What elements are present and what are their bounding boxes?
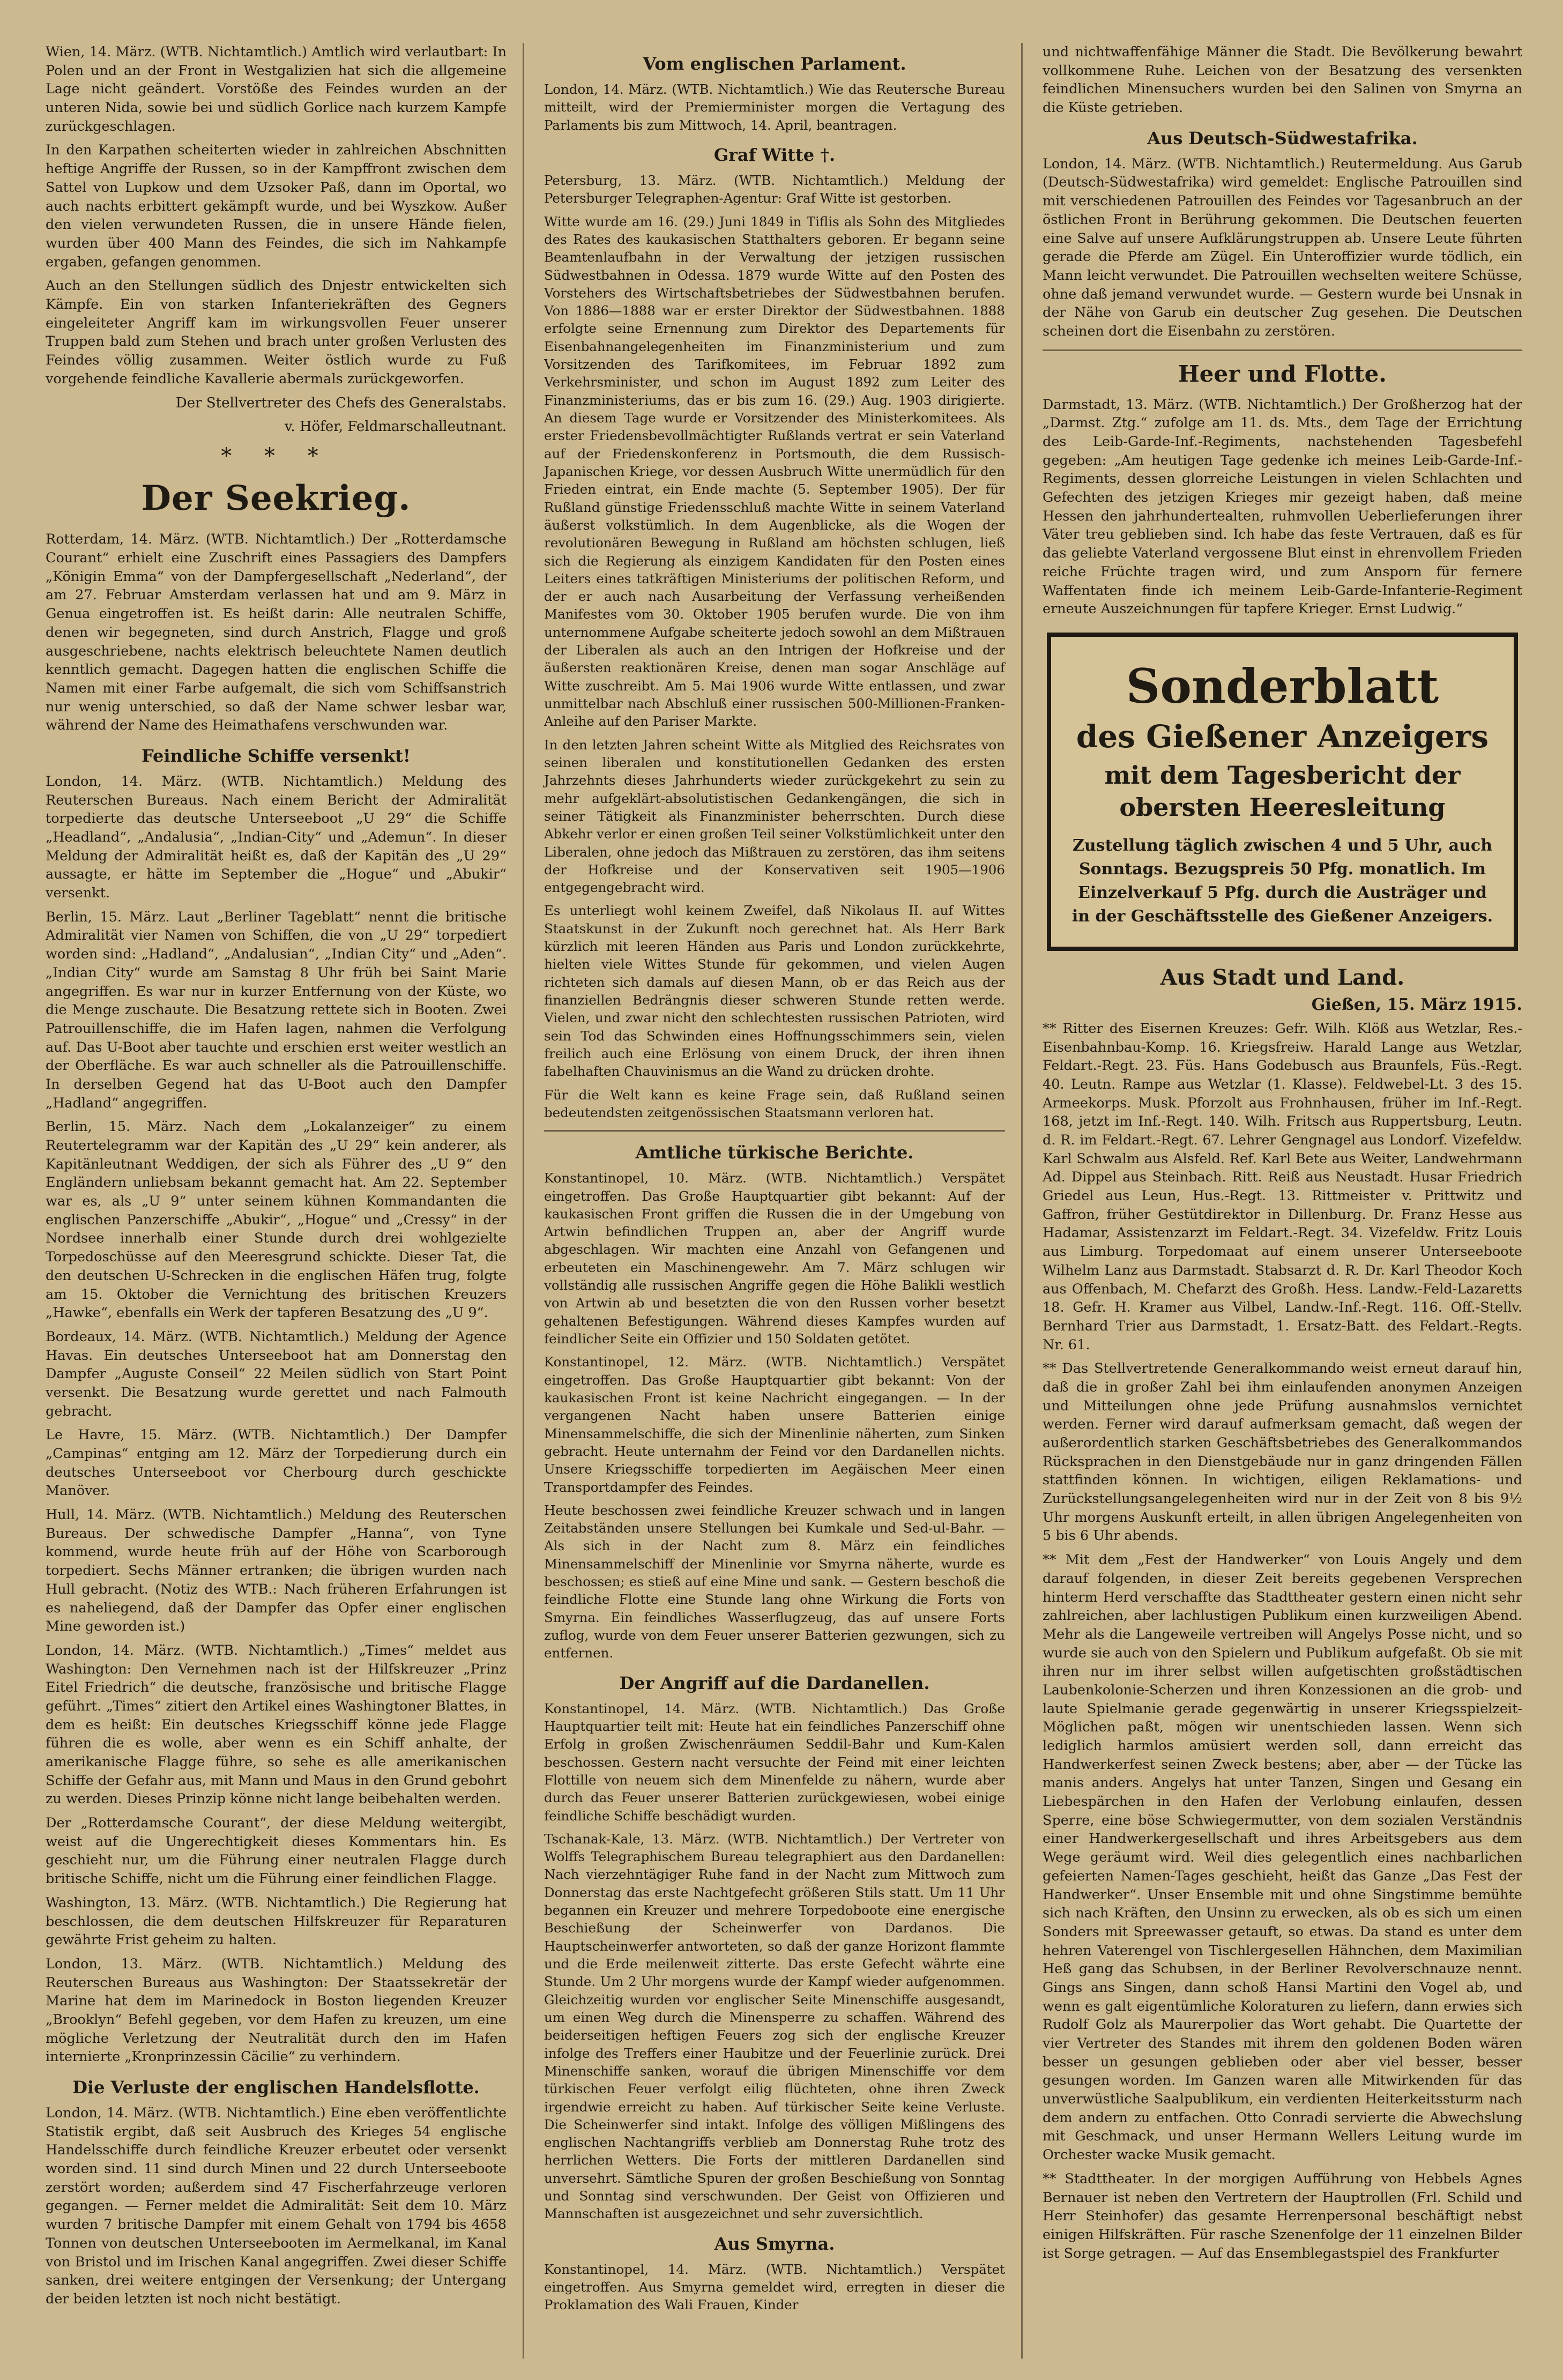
signature-line: v. Höfer, Feldmarschalleutnant. xyxy=(284,419,507,435)
article-paragraph: Tschanak-Kale, 13. März. (WTB. Nichtamtlich.) Der Vertreter von Wolffs Telegraphischem Bureau telegraphiert aus den Dardanellen: Nach vierzehntägiger Ruhe fand in der Nacht zum Mittwoch zum Donnerstag das erste Nachtgefecht größeren Stils statt. Um 11 Uhr begannen ein Kreuzer und mehrere Torpedoboote eine energische Beschießung der Scheinwerfer von Dardanos. Die Hauptscheinwerfer antworteten, so daß der ganze Horizont flammte und die Erde meilenweit zitterte. Das erste Gefecht währte eine Stunde. Um 2 Uhr morgens wurde der Kampf wieder aufgenommen. Gleichzeitig wurden vor englischer Seite Minenschiffe ausgesandt, um einen Weg durch die Minensperre zu schaffen. Während des beiderseitigen heftigen Feuers zog sich der englische Kreuzer infolge des Treffers einer Haubitze und der Feuerlinie zurück. Drei Minenschiffe sanken, worauf die übrigen Minenschiffe vor dem türkischen Feuer verfolgt eilig flüchteten, ohne ihren Zweck irgendwie erreicht zu haben. Auf türkischer Seite keine Verluste. Die Scheinwerfer sind intakt. Infolge des völligen Mißlingens des englischen Nachtangriffs verblieb am Donnerstag Ruhe trotz des herrlichen Wetters. Die Forts der mittleren Dardanellen sind unversehrt. Sämtliche Spuren der großen Beschießung von Sonntag und Sonntag sind verschwunden. Der Geist von Offizieren und Mannschaften ist ausgezeichnet und sehr zuversichtlich. xyxy=(544,1831,1005,2222)
article-paragraph: London, 14. März. (WTB. Nichtamtlich.) Meldung des Reuterschen Bureaus. Nach einem Bericht der Admiralität torpedierte das deutsche Unterseeboot „U 29“ die Schiffe „Headland“, „Andalusia“, „Indian-City“ und „Ademun“. In dieser Meldung der Admiralität heißt es, daß der Kapitän des „U 29“ aussagte, er hätte im September die „Hogue“ und „Abukir“ versenkt. xyxy=(46,773,507,902)
article-paragraph: London, 13. März. (WTB. Nichtamtlich.) Meldung des Reuterschen Bureaus aus Washington: Der Staatssekretär der Marine hat dem im Marinedock in Boston liegenden Kreuzer „Brooklyn“ Befehl gegeben, vor dem Hafen zu kreuzen, um eine mögliche Verletzung der Neutralität durch den im Hafen internierte „Kronprinzessin Cäcilie“ zu verhindern. xyxy=(46,1955,507,2065)
article-paragraph: Konstantinopel, 14. März. (WTB. Nichtamtlich.) Verspätet eingetroffen. Aus Smyrna gemeldet wird, erregten in dieser die Proklamation des Wali Frauen, Kinder xyxy=(544,2261,1005,2313)
article-heading: Aus Smyrna. xyxy=(714,2233,835,2254)
article-heading: Vom englischen Parlament. xyxy=(643,54,906,74)
article-paragraph: Wien, 14. März. (WTB. Nichtamtlich.) Amtlich wird verlautbart: In Polen und an der Front in Westgalizien hat sich die allgemeine Lage nicht geändert. Vorstöße des Feindes wurden an der unteren Nida, sowie bei und südlich Gorlice nach kurzem Kampfe zurückgeschlagen. xyxy=(46,44,507,135)
article-paragraph: ** Ritter des Eisernen Kreuzes: Gefr. Wilh. Klöß aus Wetzlar, Res.-Eisenbahnbau-Komp. 16. Kriegsfreiw. Harald Lange aus Wetzlar, Feldart.-Regt. 23. Füs. Hans Godebusch aus Braunfels, Füs.-Regt. 40. Leutn. Rampe aus Wetzlar (1. Klasse). Feldwebel-Lt. 3 des 15. Armeekorps. Musk. Pforzolt aus Frohnhausen, früher im Inf.-Regt. 168, jetzt im Inf.-Regt. 140. Wilh. Fritsch aus Ruppertsburg, Leutn. d. R. im Feldart.-Regt. 67. Lehrer Gengnagel aus Londorf. Vizefeldw. Karl Schwalm aus Alsfeld. Ref. Karl Bete aus Weiter, Landwehrmann Ad. Dippel aus Steinbach. Ritt. Reiß aus Neustadt. Husar Friedrich Griedel aus Leun, Hus.-Regt. 13. Rittmeister v. Prittwitz und Gaffron, früher Gestütdirektor in Dillenburg. Dr. Franz Hesse aus Hadamar, Assistenzarzt im Feldart.-Regt. 34. Vizefeldw. Fritz Louis aus Limburg. Torpedomaat auf einem unserer Unterseeboote Wilhelm Lanz aus Darmstadt. Stabsarzt d. R. Dr. Karl Theodor Koch aus Offenbach, M. Chefarzt des Großh. Hess. Landw.-Feld-Lazaretts 18. Gefr. H. Kramer aus Vilbel, Landw.-Inf.-Regt. 116. Off.-Stellv. Bernhard Trier aus Darmstadt, 1. Ersatz-Batt. des Feldart.-Regts. Nr. 61. xyxy=(1043,1020,1522,1353)
article-paragraph: Hull, 14. März. (WTB. Nichtamtlich.) Meldung des Reuterschen Bureaus. Der schwedische Dampfer „Hanna“, von Tyne kommend, wurde heute früh auf der Höhe von Scarborough torpediert. Sechs Männer ertranken; die übrigen wurden nach Hull gebracht. (Notiz des WTB.: Nach früheren Erfahrungen ist es naheliegend, daß der Dampfer das Opfer einer englischen Mine geworden ist.) xyxy=(46,1507,507,1635)
separator-rule xyxy=(544,1130,1005,1132)
column-3 xyxy=(1043,43,1522,2268)
section-stars: * * * xyxy=(221,444,331,469)
article-paragraph: und nichtwaffenfähige Männer die Stadt. Die Bevölkerung bewahrt vollkommene Ruhe. Leichen von der Besatzung des versenkten feindlichen Minensuchers wurden bei den Salinen von Smyrna an die Küste getrieben. xyxy=(1043,44,1522,116)
column-1 xyxy=(46,43,507,2314)
article-paragraph: London, 14. März. (WTB. Nichtamtlich.) Eine eben veröffentlichte Statistik ergibt, daß seit Ausbruch des Krieges 54 englische Handelsschiffe durch feindliche Kreuzer erbeutet oder versenkt worden sind. 11 sind durch Minen und 22 durch Unterseeboote zerstört worden; außerdem sind 47 Fischerfahrzeuge verloren gegangen. — Ferner meldet die Admiralität: Seit dem 10. März wurden 7 britische Dampfer mit einem Gehalt von 1794 bis 4658 Tonnen von deutschen Unterseebooten im Aermelkanal, im Kanal von Bristol und im Irischen Kanal angegriffen. Zwei dieser Schiffe sanken, drei weitere entgingen der Versenkung; der Untergang der beiden letzten ist noch nicht bestätigt. xyxy=(46,2105,507,2307)
article-heading: Aus Deutsch-Südwestafrika. xyxy=(1147,128,1418,148)
article-heading: Amtliche türkische Berichte. xyxy=(635,1142,914,1163)
separator-rule xyxy=(1043,349,1522,351)
article-paragraph: In den letzten Jahren scheint Witte als Mitglied des Reichsrates von seinen liberalen und konstitutionellen Gedanken des ersten Jahrzehnts dieses Jahrhunderts wieder zurückgekehrt zu sein zu mehr aufgeklärt-absolutistischen Gedankengängen, die sich in seiner Tätigkeit als Finanzminister beherrschten. Durch diese Abkehr verlor er einen großen Teil seiner Volkstümlichkeit unter den Liberalen, ohne jedoch das Mißtrauen zu zerstören, das ihm seitens der Hofkreise und der Konservativen seit 1905—1906 entgegengebracht wird. xyxy=(544,737,1005,896)
article-paragraph: Rotterdam, 14. März. (WTB. Nichtamtlich.) Der „Rotterdamsche Courant“ erhielt eine Zuschrift eines Passagiers des Dampfers „Königin Emma“ von der Dampfergesellschaft „Nederland“, der am 27. Februar Amsterdam verlassen hat und am 9. März in Genua eingetroffen ist. Es heißt darin: Alle neutralen Schiffe, denen wir begegneten, sind durch Anstrich, Flagge und groß ausgeschriebene, nachts elektrisch beleuchtete Namen deutlich kenntlich gemacht. Dagegen hatten die englischen Schiffe die Namen mit einer Farbe aufgemalt, die sich vom Schiffsanstrich nur wenig unterschied, so daß der Name schwer lesbar war, während der Name des Heimathafens verschwunden war. xyxy=(46,531,507,734)
article-heading: Graf Witte †. xyxy=(713,144,836,165)
article-heading: Die Verluste der englischen Handelsflotte. xyxy=(72,2077,480,2098)
article-paragraph: Auch an den Stellungen südlich des Dnjestr entwickelten sich Kämpfe. Ein von starken Infanteriekräften des Gegners eingeleiteter Angriff kam im wirkungsvollen Feuer unserer Truppen bald zum Stehen und brach unter großen Verlusten des Feindes völlig zusammen. Weiter östlich wurde zu Fuß vorgehende feindliche Kavallerie abermals zurückgeworfen. xyxy=(46,278,507,387)
signature-line: Der Stellvertreter des Chefs des Generalstabs. xyxy=(175,395,507,412)
ad-details: Zustellung täglich zwischen 4 und 5 Uhr, auch Sonntags. Bezugspreis 50 Pfg. monatlich. Im Einzelverkauf 5 Pfg. durch die Austräger und in der Geschäftsstelle des Gießener Anzeigers. xyxy=(1071,836,1493,926)
article-paragraph: Es unterliegt wohl keinem Zweifel, daß Nikolaus II. auf Wittes Staatskunst in der Zukunft noch gerechnet hat. Als Herr Bark kürzlich mit leeren Händen aus Paris und London zurückkehrte, hielten viele Wittes Stunde für gekommen, und vielen Augen richteten sich damals auf diesen Mann, ob er das Reich aus der finanziellen Bedrängnis dieser schweren Stunde retten werde. Vielen, und zwar nicht den schlechtesten russischen Patrioten, wird sein Tod das Schwinden eines Hoffnungsschimmers sein, vielen freilich auch eine Erlösung von einem Druck, der ihren ihnen fabelhaften Chauvinismus an die Wand zu drücken drohte. xyxy=(544,903,1005,1080)
article-heading: Feindliche Schiffe versenkt! xyxy=(142,745,411,766)
article-paragraph: London, 14. März. (WTB. Nichtamtlich.) „Times“ meldet aus Washington: Den Vernehmen nach ist der Hilfskreuzer „Prinz Eitel Friedrich“ die deutsche, französische und britische Flagge geführt. „Times“ zitiert den Artikel eines Washingtoner Blattes, in dem es heißt: Ein deutsches Kriegsschiff könne jede Flagge führen die es wolle, aber wenn es ein Schiff anhalte, der amerikanische Flagge führe, so sehe es alle amerikanischen Schiffe der Gefahr aus, mit Mann und Maus in den Grund gebohrt zu werden. Dieses Prinzip könne nicht lange beibehalten werden. xyxy=(46,1642,507,1808)
dateline: Gießen, 15. März 1915. xyxy=(1311,995,1522,1014)
column-2 xyxy=(544,43,1005,2319)
article-paragraph: Konstantinopel, 12. März. (WTB. Nichtamtlich.) Verspätet eingetroffen. Das Große Hauptquartier gibt bekannt: Von der kaukasischen Front ist keine Nachricht eingegangen. — In der vergangenen Nacht haben unsere Batterien einige Minensammelschiffe, die sich der Minenlinie näherten, zum Sinken gebracht. Heute unternahm der Feind vor den Dardanellen nichts. Unsere Kriegsschiffe torpedierten im Aegäischen Meer einen Transportdampfer des Feindes. xyxy=(544,1354,1005,1495)
article-paragraph: ** Das Stellvertretende Generalkommando weist erneut darauf hin, daß die in großer Zahl bei ihm einlaufenden anonymen Anzeigen und Mitteilungen ohne jede Prüfung ausnahmslos vernichtet werden. Ferner wird darauf aufmerksam gemacht, daß wegen der außerordentlich starken Geschäftsbetriebes des Generalkommandos Rücksprachen in den Dienstgebäude nur in ganz dringenden Fällen stattfinden können. In wichtigen, eiligen Reklamations- und Zurückstellungsangelegenheiten wird nur in der Zeit von 8 bis 9½ Uhr morgens Auskunft erteilt, in allen übrigen Angelegenheiten von 5 bis 6 Uhr abends. xyxy=(1043,1360,1522,1544)
article-paragraph: London, 14. März. (WTB. Nichtamtlich.) Reutermeldung. Aus Garub (Deutsch-Südwestafrika) wird gemeldet: Englische Patrouillen sind mit verschiedenen Patrouillen des Feindes vor Tagesanbruch an der östlichen Front in Berührung gekommen. Die Deutschen feuerten eine Salve auf unsere Aufklärungstruppen ab. Unsere Leute führten gerade die Pferde am Zügel. Ein Unteroffizier wurde tödlich, ein Mann leicht verwundet. Die Patrouillen wechselten weitere Schüsse, ohne daß jemand verwundet wurde. — Gestern wurde bei Unsnak in der Nähe von Garub ein deutscher Zug gesehen. Die Deutschen scheinen dort die Eisenbahn zu zerstören. xyxy=(1043,155,1522,339)
section-heading: Aus Stadt und Land. xyxy=(1160,964,1405,990)
section-heading: Der Seekrieg. xyxy=(141,478,411,519)
ad-subtitle: mit dem Tagesbericht der obersten Heeresleitung xyxy=(1104,760,1461,822)
ad-title: Sonderblatt xyxy=(1126,658,1439,714)
advertisement-box xyxy=(1047,633,1518,951)
article-paragraph: In den Karpathen scheiterten wieder in zahlreichen Abschnitten heftige Angriffe der Russen, so in der Kampffront zwischen dem Sattel von Lupkow und dem Uzsoker Paß, dann im Oportal, wo auch nachts erbittert gekämpft wurde, und bei Wyszkow. Außer den vielen verwundeten Russen, die in unsere Hände fielen, wurden über 400 Mann des Feindes, die sich im Nahkampfe ergaben, gefangen genommen. xyxy=(46,142,507,270)
article-paragraph: Petersburg, 13. März. (WTB. Nichtamtlich.) Meldung der Petersburger Telegraphen-Agentur: Graf Witte ist gestorben. xyxy=(544,172,1005,206)
article-paragraph: Konstantinopel, 14. März. (WTB. Nichtamtlich.) Das Große Hauptquartier teilt mit: Heute hat ein feindliches Panzerschiff ohne Erfolg in großen Zwischenräumen Seddil-Bahr und Kum-Kalen beschossen. Gestern nacht versuchte der Feind mit einer leichten Flottille von neuem sich dem Minenfelde zu nähern, wurde aber durch das Feuer unserer Batterien zurückgewiesen, wobei einige feindliche Schiffe beschädigt wurden. xyxy=(544,1700,1005,1824)
ad-subtitle: des Gießener Anzeigers xyxy=(1076,718,1489,755)
article-paragraph: London, 14. März. (WTB. Nichtamtlich.) Wie das Reutersche Bureau mitteilt, wird der Premierminister morgen die Vertagung des Parlaments bis zum Mittwoch, 14. April, beantragen. xyxy=(544,81,1005,133)
article-paragraph: Heute beschossen zwei feindliche Kreuzer schwach und in langen Zeitabständen unsere Stellungen bei Kumkale und Sed-ul-Bahr. — Als sich in der Nacht zum 8. März ein feindliches Minensammelschiff der Minenlinie vor Smyrna näherte, wurde es beschossen; es stieß auf eine Mine und sank. — Gestern beschoß die feindliche Flotte eine Stunde lang ohne Wirkung die Forts von Smyrna. Ein feindliches Wasserflugzeug, das auf unsere Forts zuflog, wurde von dem Feuer unserer Batterien gezwungen, sich zu entfernen. xyxy=(544,1502,1005,1661)
article-paragraph: Der „Rotterdamsche Courant“, der diese Meldung weitergibt, weist auf die Ungerechtigkeit dieses Kommentars hin. Es geschieht nur, um die Führung einer neutralen Flagge durch britische Schiffe, nicht um die Führung einer feindlichen Flagge. xyxy=(46,1815,507,1887)
article-paragraph: Für die Welt kann es keine Frage sein, daß Rußland seinen bedeutendsten zeitgenössischen Staatsmann verloren hat. xyxy=(544,1087,1005,1120)
article-paragraph: Bordeaux, 14. März. (WTB. Nichtamtlich.) Meldung der Agence Havas. Ein deutsches Unterseeboot hat am Donnerstag den Dampfer „Auguste Conseil“ 22 Meilen südlich von Start Point versenkt. Die Besatzung wurde gerettet und nach Falmouth gebracht. xyxy=(46,1328,507,1419)
article-paragraph: Darmstadt, 13. März. (WTB. Nichtamtlich.) Der Großherzog hat der „Darmst. Ztg.“ zufolge am 11. ds. Mts., dem Tage der Errichtung des Leib-Garde-Inf.-Regiments, nachstehenden Tagesbefehl gegeben: „Am heutigen Tage gedenke ich meines Leib-Garde-Inf.-Regiments, dessen glorreiche Leistungen in vielen Schlachten und Gefechten des jetzigen Krieges mir gezeigt haben, daß meine Hessen den jahrhundertealten, ruhmvollen Ueberlieferungen ihrer Väter treu geblieben sind. Ich habe das feste Vertrauen, daß es für das geliebte Vaterland vergossene Blut einst in ehrenvollem Frieden reiche Früchte tragen wird, und zum Ansporn für fernere Waffentaten finde ich meinem Leib-Garde-Infanterie-Regiment erneute Auszeichnungen für tapfere Krieger. Ernst Ludwig.“ xyxy=(1043,396,1522,618)
article-paragraph: ** Stadttheater. In der morgigen Aufführung von Hebbels Agnes Bernauer ist neben den Vertretern der Hauptrollen (Frl. Schild und Herr Steinhofer) das gesamte Herrenpersonal beschäftigt nebst einigen Hilfskräften. Für rasche Szenenfolge der 11 einzelnen Bilder ist Sorge getragen. — Auf das Ensemblegastspiel des Frankfurter xyxy=(1043,2170,1522,2262)
article-paragraph: Le Havre, 15. März. (WTB. Nichtamtlich.) Der Dampfer „Campinas“ entging am 12. März der Torpedierung durch ein deutsches Unterseeboot vor Cherbourg durch geschickte Manöver. xyxy=(46,1427,507,1499)
article-paragraph: Berlin, 15. März. Laut „Berliner Tageblatt“ nennt die britische Admiralität vier Namen von Schiffen, die von „U 29“ torpediert worden sind: „Hadland“, „Andalusian“, „Indian City“ und „Aden“. „Indian City“ wurde am Samstag 8 Uhr früh bei Saint Marie angegriffen. Es war nur in kurzer Entfernung von der Küste, wo die Menge zuschaute. Die Besatzung rettete sich in Booten. Zwei Patrouillenschiffe, die im Hafen lagen, nahmen die Verfolgung auf. Das U-Boot aber tauchte und erschien erst weiter westlich an der Oberfläche. Es war auch schneller als die Patrouillenschiffe. In derselben Gegend hat das U-Boot auch den Dampfer „Hadland“ angegriffen. xyxy=(46,909,507,1111)
section-heading: Heer und Flotte. xyxy=(1178,360,1387,387)
article-paragraph: ** Mit dem „Fest der Handwerker“ von Louis Angely und dem darauf folgenden, in dieser Zeit bereits gegebenen Versprechen hinterm Herd verschaffte das Stadttheater gestern einen nicht sehr zahlreichen, aber lachlustigen Publikum einen kurzweiligen Abend. Mehr als die Langeweile vertreiben will Angelys Posse nicht, und so wurde sie auch von den Spielern und Publikum aufgefaßt. Ob sie mit ihren nur im ihrer selbst willen aufgetischten großstädtischen Laubenkolonie-Scherzen und ihren Konzessionen an die grob- und laute Spielmanie gerade gegenwärtig in unserer Kriegsspielzeit-Möglichen paßt, mögen wir unentschieden lassen. Wenn sich lediglich harmlos amüsiert werden soll, dann erreicht das Handwerkerfest seinen Zweck bestens; aber, aber — der Tücke las manis anders. Angelys hat unter Tanzen, Singen und Gesang ein Liebespärchen in den Hafen der Verlobung einlaufen, dessen Sperre, eine böse Schwiegermutter, von dem sozialen Verständnis einer Handwerkergesellschaft und ihres Arbeitsgebers aus dem Wege geräumt wird. Weil dies gelegentlich eines nachbarlichen gefeierten Namen-Tages geschieht, heißt das Ganze „Das Fest der Handwerker“. Unser Ensemble mit und ohne Singstimme bemühte sich nach Kräften, den Unsinn zu erwecken, als ob es sich um einen Sonders mit Spreewasser getauft, so etwas. Da stand es unter dem hehren Vaterengel von Tischlergesellen Hähnchen, dem Maximilian Heß gang das Schubsen, in der Berliner Revolverschnauze nennt. Gings ans Singen, dann schoß Hansi Martini den Vogel ab, und wenn es galt eigentümliche Koloraturen zu liefern, dann erwies sich Rudolf Golz als Maurerpolier das Wort gehabt. Die Quartette der vier Vertreter des Standes mit ihrem den goldenen Boden wären besser un gesungen geblieben oder aber viel besser, besser gesungen worden. Im Ganzen waren alle Mitwirkenden für das unverwüstliche Saalpublikum, ein verdienten Heiterkeitssturm nach dem andern zu entfachen. Otto Conradi servierte die Abwechslung mit Geschmack, und unser Hermann Wellers Leitung wurde im Orchester wacke Musik gemacht. xyxy=(1043,1552,1522,2163)
article-paragraph: Berlin, 15. März. Nach dem „Lokalanzeiger“ zu einem Reutertelegramm war der Kapitän des „U 29“ kein anderer, als Kapitänleutnant Weddigen, der sich als Führer des „U 9“ den Engländern unliebsam bekannt gemacht hat. Am 22. September war es, als „U 9“ unter seinem kühnen Kommandanten die englischen Panzerschiffe „Abukir“, „Hogue“ und „Cressy“ in der Nordsee innerhalb einer Stunde durch drei wohlgezielte Torpedoschüsse auf den Meeresgrund schickte. Dieser Tat, die den deutschen U-Schrecken in die englischen Häfen trug, folgte am 15. Oktober die Vernichtung des britischen Kreuzers „Hawke“, ebenfalls ein Werk der tapferen Besatzung des „U 9“. xyxy=(46,1119,507,1321)
article-paragraph: Washington, 13. März. (WTB. Nichtamtlich.) Die Regierung hat beschlossen, die dem deutschen Hilfskreuzer für Reparaturen gewährte Frist geheim zu halten. xyxy=(46,1894,507,1948)
article-paragraph: Konstantinopel, 10. März. (WTB. Nichtamtlich.) Verspätet eingetroffen. Das Große Hauptquartier gibt bekannt: Auf der kaukasischen Front griffen die Russen die in der Umgebung von Artwin befindlichen Truppen an, aber der Angriff wurde abgeschlagen. Wir machten eine Anzahl von Gefangenen und erbeuteten ein Maschinengewehr. Am 7. März schlugen wir vollständig alle russischen Angriffe gegen die Höhe Balikli westlich von Artwin ab und besetzten die von den Russen vorher besetzt gehaltenen Befestigungen. Während dieses Kampfes wurden auf feindlicher Seite ein Offizier und 150 Soldaten getötet. xyxy=(544,1170,1005,1347)
article-heading: Der Angriff auf die Dardanellen. xyxy=(619,1672,930,1693)
article-paragraph: Witte wurde am 16. (29.) Juni 1849 in Tiflis als Sohn des Mitgliedes des Rates des kaukasischen Statthalters geboren. Er begann seine Beamtenlaufbahn in der Verwaltung der jetzigen russischen Südwestbahnen in Odessa. 1879 wurde Witte auf den Posten des Vorstehers des Wirtschaftsbetriebes der Südwestbahnen berufen. Von 1886—1888 war er erster Direktor der Südwestbahnen. 1888 erfolgte seine Ernennung zum Direktor des Departements für Eisenbahnangelegenheiten im Finanzministerium und zum Vorsitzenden des Tarifkomitees, im Februar 1892 zum Verkehrsminister, und schon im August 1892 zum Leiter des Finanzministeriums, das er bis zum 16. (29.) Aug. 1903 dirigierte. An diesem Tage wurde er Vorsitzender des Ministerkomitees. Als erster Friedensbevollmächtigter Rußlands vertrat er sein Vaterland auf der Friedenskonferenz in Portsmouth, die dem Russisch-Japanischen Kriege, vor dessen Ausbruch Witte unermüdlich für den Frieden eintrat, ein Ende machte (5. September 1905). Der für Rußland günstige Friedensschluß machte Witte in seinem Vaterland äußerst volkstümlich. In dem Augenblicke, als die Wogen der revolutionären Bewegung in Rußland am höchsten schlugen, ließ sich die Regierung als einzigem Kandidaten für den Posten eines Leiters eines tatkräftigen Ministeriums der politischen Reform, und der er auch nach Ausarbeitung der Verfassung verheißenden Manifestes vom 30. Oktober 1905 berufen wurde. Die von ihm unternommene Aufgabe scheiterte jedoch sowohl an dem Mißtrauen der Liberalen als auch an den Intrigen der Hofkreise und der äußersten reaktionären Kreise, denen man sogar Anschläge auf Witte zuschreibt. Am 5. Mai 1906 wurde Witte entlassen, und zwar unmittelbar nach Abschluß einer russischen 500-Millionen-Franken-Anleihe auf den Pariser Markte. xyxy=(544,213,1005,730)
column-rule xyxy=(1021,43,1023,2359)
column-rule xyxy=(523,43,524,2359)
